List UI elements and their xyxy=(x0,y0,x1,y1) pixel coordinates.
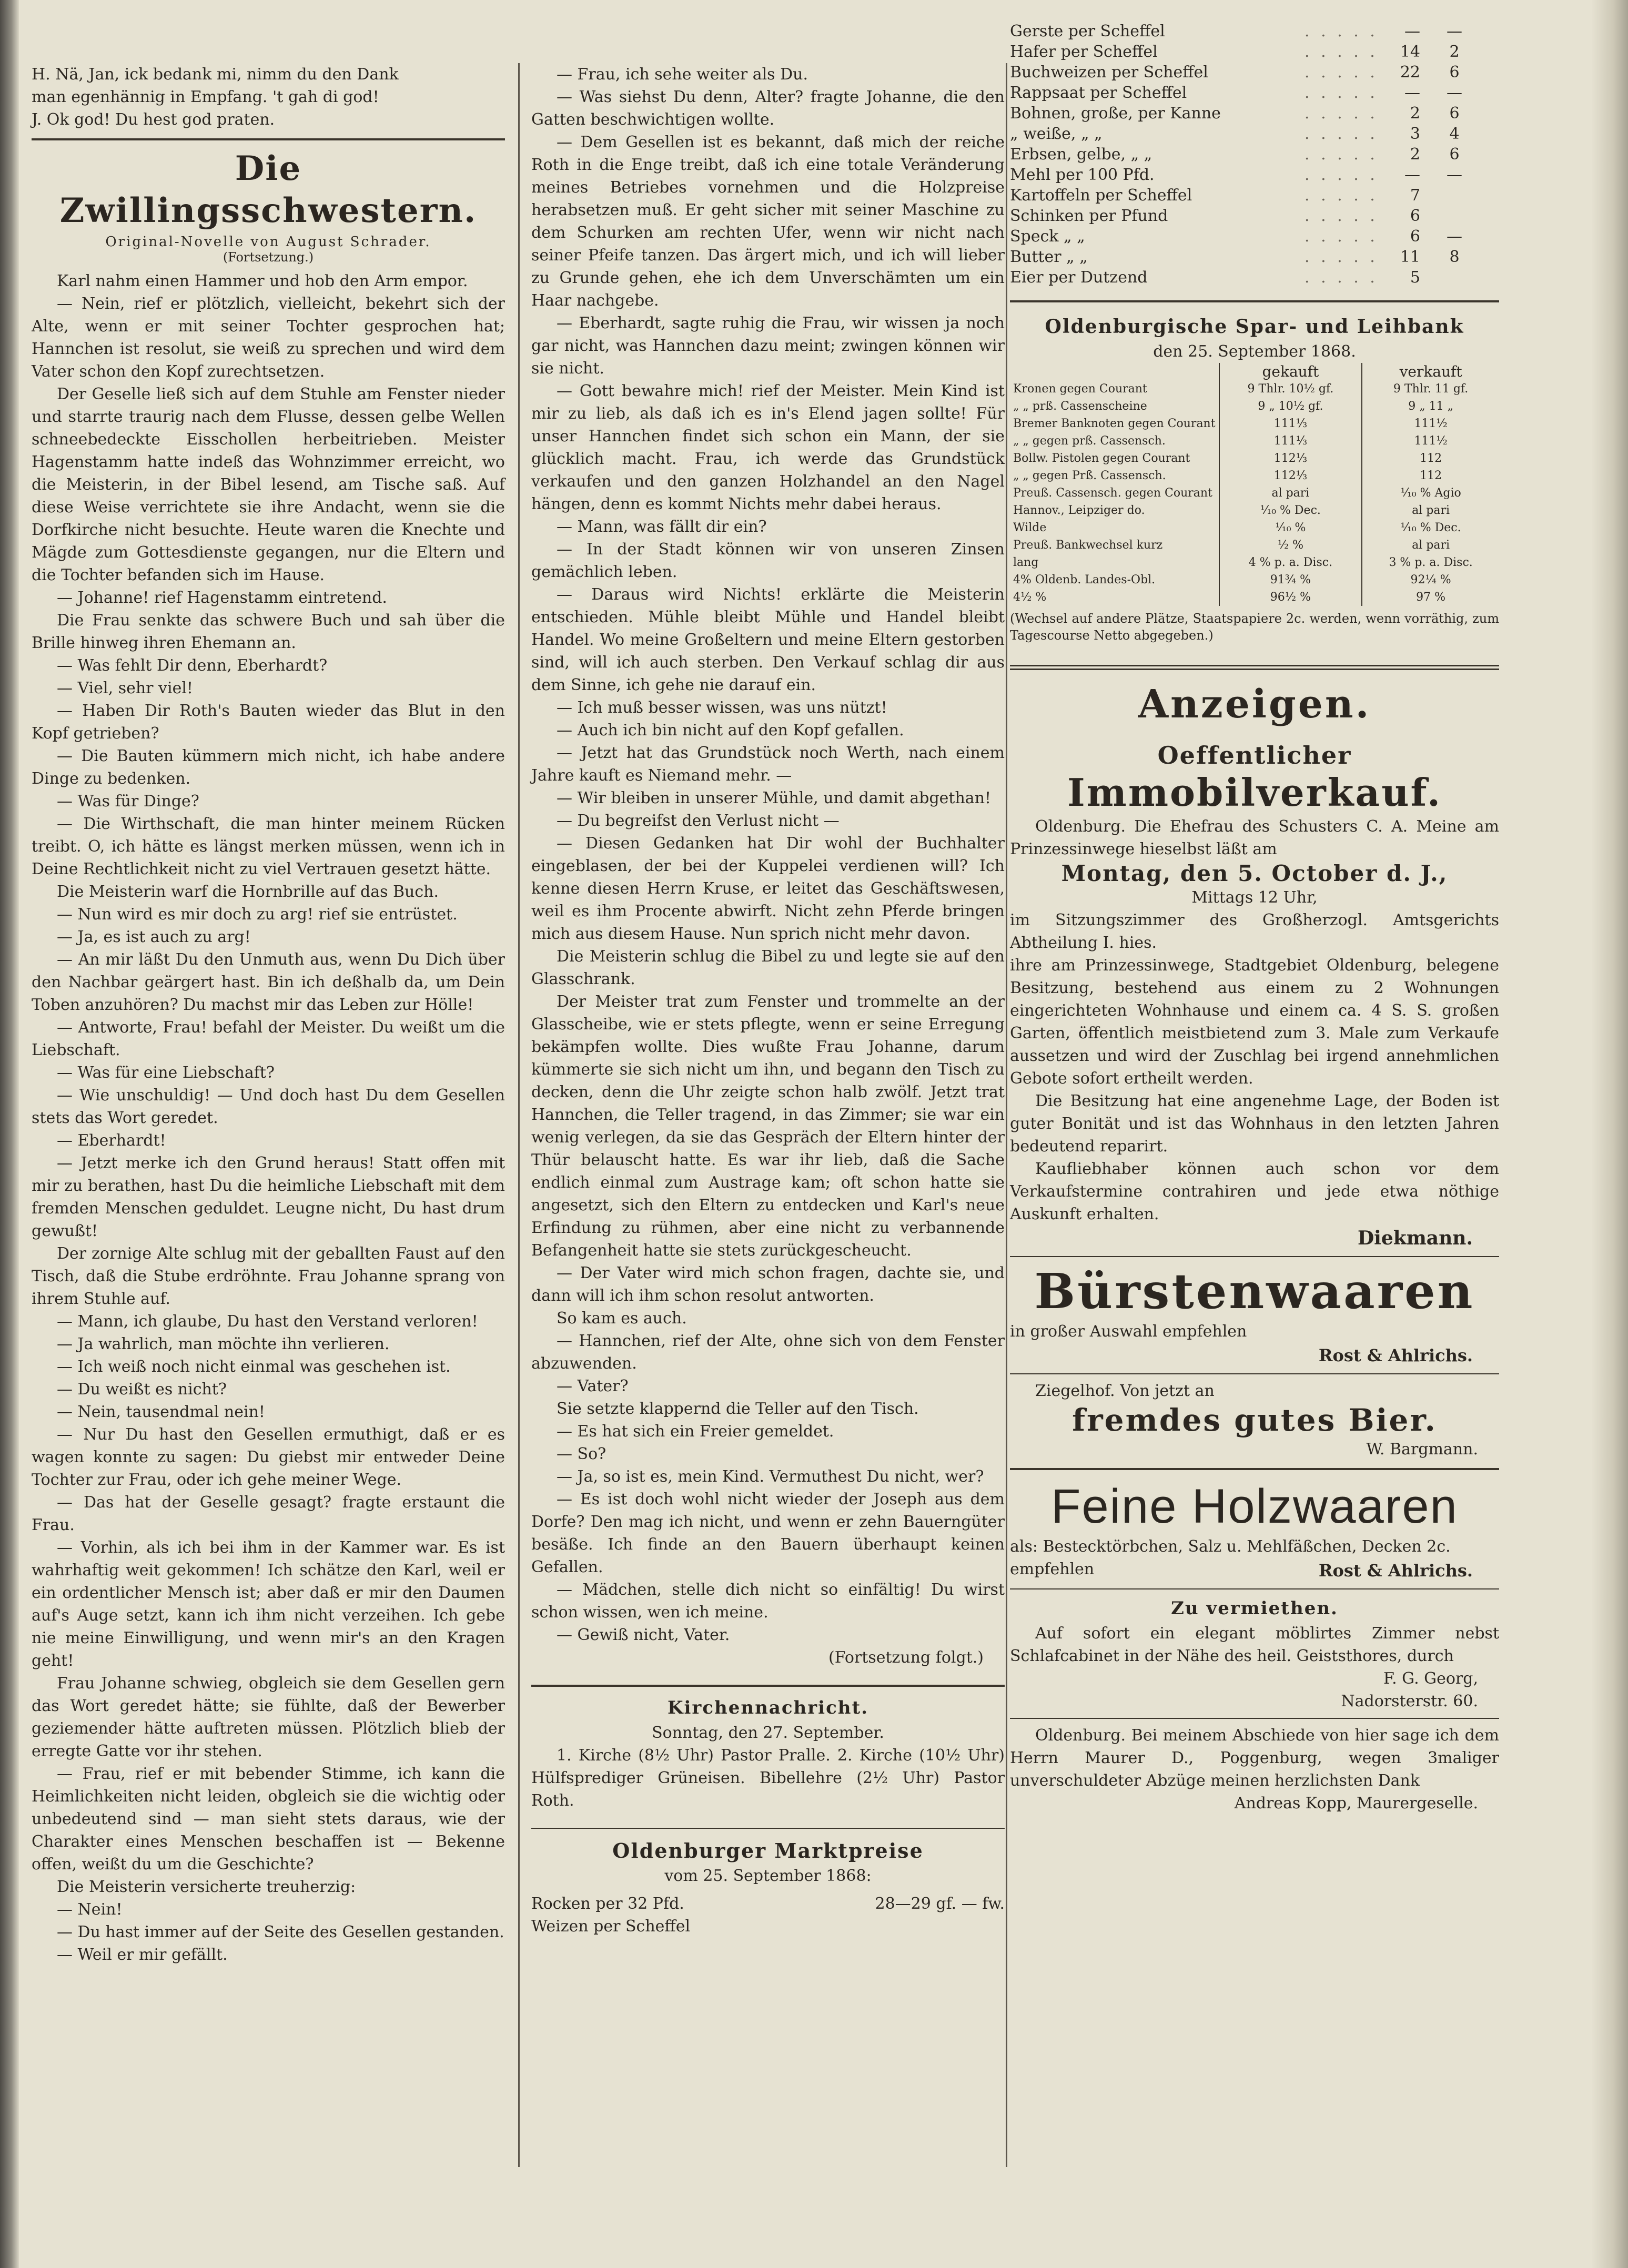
rent-text: Auf sofort ein elegant möblirtes Zimmer nebst Schlafcabinet in der Nähe des heil. Geiststhores, durch xyxy=(1010,1624,1499,1665)
story-paragraph: — Was fehlt Dir denn, Eberhardt? xyxy=(57,656,328,675)
price-item: Butter „ „ xyxy=(1010,248,1088,266)
price-groschen: 6 xyxy=(1410,207,1420,225)
divider xyxy=(1010,1373,1499,1374)
leader-dots: . . . . . xyxy=(1305,43,1378,61)
story-paragraph: Der Geselle ließ sich auf dem Stuhle am Fenster nieder und starrte traurig nach dem Flusse, dessen gelbe Wellen schneebedeckte Eisschollen herbeitrieben. Meister Hagenstamm hatte indeß das Wohnzimmer erreicht, wo die Meisterin, in der Bibel lesend, am Tische saß. Auf diese Weise verrichtete sie ihre Andacht, wenn sie die Dorfkirche nicht besuchte. Heute waren die Knechte und Mägde zum Gottesdienste gegangen, nur die Eltern und die Tochter befanden sich im Hause. xyxy=(32,385,505,584)
price-row xyxy=(1010,103,1478,124)
leader-dots: . . . . . xyxy=(1305,227,1378,246)
bank-buy: 91¾ % xyxy=(1219,571,1362,589)
bank-table xyxy=(1010,363,1499,606)
bank-row xyxy=(1010,484,1499,502)
story-paragraph: — Nur Du hast den Gesellen ermuthigt, daß er es wagen konnte zu sagen: Du giebst mir entweder Deine Tochter zur Frau, oder ich gehe meiner Wege. xyxy=(32,1425,505,1489)
story-subtitle: Original-Novelle von August Schrader. xyxy=(105,234,431,250)
bank-col-buy: gekauft xyxy=(1219,363,1362,380)
story-paragraph: — Viel, sehr viel! xyxy=(57,679,193,697)
story-paragraph: — Eberhardt! xyxy=(57,1131,166,1150)
immo-time: Mittags 12 Uhr, xyxy=(1191,888,1318,907)
price-item: Schinken per Pfund xyxy=(1010,207,1168,225)
bank-sell: 92¼ % xyxy=(1410,573,1451,586)
immo-date: Montag, den 5. October d. J., xyxy=(1061,860,1448,886)
leader-dots: . . . . . xyxy=(1305,84,1378,102)
price-groschen: 3 xyxy=(1410,125,1420,143)
price-row xyxy=(1010,267,1478,288)
story-paragraph: — Johanne! rief Hagenstamm eintretend. xyxy=(57,589,387,607)
column-1 xyxy=(32,63,505,1966)
story-paragraph: — Eberhardt, sagte ruhig die Frau, wir wissen ja noch gar nicht, was Hannchen dazu meint; zwingen können wir sie nicht. xyxy=(531,314,1005,378)
market-item: Rocken per 32 Pfd. xyxy=(531,1895,684,1913)
story-paragraph: Die Frau senkte das schwere Buch und sah über die Brille hinweg ihren Ehemann an. xyxy=(32,611,505,652)
story-paragraph: — Vater? xyxy=(557,1377,629,1395)
story-text-continued xyxy=(531,63,1005,1646)
bank-sell: al pari xyxy=(1412,504,1450,517)
story-paragraph: — Ich weiß noch nicht einmal was geschehen ist. xyxy=(57,1358,451,1376)
bank-label: Preuß. Cassensch. gegen Courant xyxy=(1010,484,1219,502)
bank-label: Preuß. Bankwechsel kurz xyxy=(1010,536,1219,554)
brush-heading: Bürstenwaaren xyxy=(1034,1263,1475,1320)
immo-heading-1: Oeffentlicher xyxy=(1157,741,1352,770)
wood-footer xyxy=(1010,1558,1499,1583)
bank-label: Wilde xyxy=(1010,519,1219,536)
bank-sell: ¹⁄₁₀ % Dec. xyxy=(1400,521,1461,534)
wood-signature: Rost & Ahlrichs. xyxy=(1318,1561,1473,1581)
price-row xyxy=(1010,144,1478,165)
story-paragraph: — Was für Dinge? xyxy=(57,792,199,811)
story-paragraph: — Daraus wird Nichts! erklärte die Meisterin entschieden. Mühle bleibt Mühle und Handel bleibt Handel. Wo meine Großeltern und meine Eltern gestorben sind, will ich auch sterben. Den Verkauf schlag dir aus dem Sinne, ich gehe nie darauf ein. xyxy=(531,585,1005,694)
price-schwaren: — xyxy=(1447,227,1462,246)
leader-dots: . . . . . xyxy=(1305,63,1378,82)
divider xyxy=(1010,1718,1499,1719)
market-price: 28—29 gf. — fw. xyxy=(875,1895,1005,1913)
column-3 xyxy=(1010,21,1499,1815)
intro-line: J. Ok god! Du hest god praten. xyxy=(32,110,275,129)
story-paragraph: — Es hat sich ein Freier gemeldet. xyxy=(557,1422,834,1441)
bank-row xyxy=(1010,536,1499,554)
story-paragraph: — Die Wirthschaft, die man hinter meinem Rücken treibt. O, ich hätte es längst merken müssen, wenn ich in Deine Rechtlichkeit nicht zu viel Vertrauen gesetzt hätte. xyxy=(32,815,505,878)
column-rule-1 xyxy=(518,63,520,2167)
wood-text: empfehlen xyxy=(1010,1560,1095,1578)
page-edge xyxy=(1591,0,1628,2268)
bank-label: 4% Oldenb. Landes-Obl. xyxy=(1010,571,1219,589)
story-paragraph: — Diesen Gedanken hat Dir wohl der Buchhalter eingeblasen, der bei der Kuppelei verdienen will? Ich kenne diesen Herrn Kruse, er leitet das Geschäftswesen, weil es ihm Procente abwirft. Nicht zehn Pferde bringen mich aus diesem Hause. Nun sprich nicht mehr davon. xyxy=(531,834,1005,943)
divider xyxy=(1010,1256,1499,1257)
story-paragraph: — Auch ich bin nicht auf den Kopf gefallen. xyxy=(557,721,904,740)
story-paragraph: — Mann, was fällt dir ein? xyxy=(557,518,767,536)
price-item: Buchweizen per Scheffel xyxy=(1010,63,1208,82)
bank-note: (Wechsel auf andere Plätze, Staatspapiere 2c. werden, wenn vorräthig, zum Tagescourse Netto abgegeben.) xyxy=(1010,611,1499,643)
beer-heading: fremdes gutes Bier. xyxy=(1072,1402,1437,1438)
price-row xyxy=(1010,83,1478,103)
price-item: Mehl per 100 Pfd. xyxy=(1010,166,1155,184)
market-row xyxy=(531,1892,1005,1915)
price-groschen: 7 xyxy=(1410,186,1420,205)
story-paragraph: — Der Vater wird mich schon fragen, dachte sie, und dann will ich ihm schon resolut antworten. xyxy=(531,1264,1005,1305)
story-paragraph: — Mädchen, stelle dich nicht so einfältig! Du wirst schon wissen, wen ich meine. xyxy=(531,1581,1005,1622)
bank-buy: al pari xyxy=(1219,484,1362,502)
bank-sell: 97 % xyxy=(1416,591,1446,604)
market-title: Oldenburger Marktpreise xyxy=(612,1839,924,1862)
bank-buy: 112⅓ xyxy=(1219,467,1362,484)
price-groschen: 14 xyxy=(1400,43,1420,61)
story-paragraph: — Du weißt es nicht? xyxy=(57,1380,227,1399)
story-paragraph: Frau Johanne schwieg, obgleich sie dem Gesellen gern das Wort geredet hätte; sie fühlte, daß der Bewerber geziemender hätte auftreten müssen. Plötzlich blieb der erregte Gatte vor ihr stehen. xyxy=(32,1674,505,1760)
market-item: Weizen per Scheffel xyxy=(531,1917,691,1936)
bank-label: „ „ gegen Prß. Cassensch. xyxy=(1010,467,1219,484)
price-item: Gerste per Scheffel xyxy=(1010,22,1165,40)
story-paragraph: Sie setzte klappernd die Teller auf den Tisch. xyxy=(557,1400,919,1418)
farewell-text: Oldenburg. Bei meinem Abschiede von hier sage ich dem Herrn Maurer D., Poggenburg, wegen 3maliger unverschuldeter Abzüge meinen herzlichsten Dank xyxy=(1010,1726,1499,1790)
story-paragraph: — Gott bewahre mich! rief der Meister. Mein Kind ist mir zu lieb, als daß ich es in's Elend jagen sollte! Für unser Hannchen findet sich schon ein Mann, der sie glücklich macht. Frau, ich werde das Grundstück verkaufen und den ganzen Holzhandel an den Nagel hängen, denn es kommt Nichts mehr dabei heraus. xyxy=(531,382,1005,513)
brush-text: in großer Auswahl empfehlen xyxy=(1010,1322,1247,1341)
intro-line: H. Nä, Jan, ick bedank mi, nimm du den Dank xyxy=(32,65,399,84)
story-paragraph: — Wie unschuldig! — Und doch hast Du dem Gesellen stets das Wort geredet. xyxy=(32,1086,505,1127)
bank-sell: 111½ xyxy=(1414,434,1448,448)
story-paragraph: — Es ist doch wohl nicht wieder der Joseph aus dem Dorfe? Den mag ich nicht, und wenn er zehn Bauerngüter besäße. Ich finde an den Bauern überhaupt keinen Gefallen. xyxy=(531,1490,1005,1576)
leader-dots: . . . . . xyxy=(1305,186,1378,205)
price-groschen: — xyxy=(1404,166,1420,184)
divider xyxy=(531,1685,1005,1687)
intro-line: man egenhännig in Empfang. 't gah di god! xyxy=(32,88,379,106)
bank-sell: 3 % p. a. Disc. xyxy=(1389,556,1473,569)
story-paragraph: — Frau, ich sehe weiter als Du. xyxy=(557,65,808,84)
story-paragraph: Karl nahm einen Hammer und hob den Arm empor. xyxy=(57,272,468,290)
price-schwaren xyxy=(1431,267,1478,288)
church-title: Kirchennachricht. xyxy=(667,1697,869,1718)
story-paragraph: — Jetzt hat das Grundstück noch Werth, nach einem Jahre kauft es Niemand mehr. — xyxy=(531,744,1005,785)
story-paragraph: — Ja, es ist auch zu arg! xyxy=(57,928,251,946)
divider xyxy=(531,1828,1005,1829)
divider xyxy=(32,138,505,140)
price-groschen: 22 xyxy=(1400,63,1420,82)
bank-row xyxy=(1010,519,1499,536)
price-schwaren: 6 xyxy=(1449,145,1460,164)
story-continued: (Fortsetzung.) xyxy=(223,250,314,265)
farewell-signature: Andreas Kopp, Maurergeselle. xyxy=(1234,1794,1478,1813)
story-text xyxy=(32,270,505,1966)
beer-text: Ziegelhof. Von jetzt an xyxy=(1035,1382,1215,1400)
divider xyxy=(1010,665,1499,670)
price-schwaren xyxy=(1431,206,1478,226)
bank-row xyxy=(1010,415,1499,432)
market-row xyxy=(531,1915,1005,1938)
bank-row xyxy=(1010,380,1499,398)
story-paragraph: — Wir bleiben in unserer Mühle, und damit abgethan! xyxy=(557,789,992,807)
story-paragraph: — Mann, ich glaube, Du hast den Verstand verloren! xyxy=(57,1312,478,1331)
bank-label: Hannov., Leipziger do. xyxy=(1010,502,1219,519)
rent-address: Nadorsterstr. 60. xyxy=(1341,1692,1478,1710)
story-paragraph: — Weil er mir gefällt. xyxy=(57,1946,228,1964)
leader-dots: . . . . . xyxy=(1305,248,1378,266)
price-groschen: — xyxy=(1404,22,1420,40)
story-title: Die Zwillingsschwestern. xyxy=(59,149,477,230)
bank-sell: 112 xyxy=(1420,469,1442,482)
bank-row xyxy=(1010,589,1499,606)
bank-sell: 112 xyxy=(1420,452,1442,465)
bank-row xyxy=(1010,432,1499,450)
story-paragraph: — Jetzt merke ich den Grund heraus! Statt offen mit mir zu berathen, hast Du die heimliche Liebschaft mit dem fremden Menschen geduldet. Leugne nicht, Du hast drum gewußt! xyxy=(32,1154,505,1240)
binding-edge xyxy=(0,0,19,2268)
market-date: vom 25. September 1868: xyxy=(664,1867,872,1885)
immo-text: Oldenburg. Die Ehefrau des Schusters C. A. Meine am Prinzessinwege hieselbst läßt am xyxy=(1010,817,1499,858)
wood-heading: Feine Holzwaaren xyxy=(1051,1480,1458,1533)
leader-dots: . . . . . xyxy=(1305,268,1378,287)
price-groschen: 2 xyxy=(1410,104,1420,123)
story-paragraph: — An mir läßt Du den Unmuth aus, wenn Du Dich über den Nachbar geärgert hast. Bin ich deßhalb da, um Dein Toben anzuhören? Du machst mir das Leben zur Hölle! xyxy=(32,950,505,1014)
price-schwaren: 4 xyxy=(1449,125,1460,143)
story-paragraph: — Nein, tausendmal nein! xyxy=(57,1403,265,1421)
price-item: Bohnen, große, per Kanne xyxy=(1010,104,1221,123)
price-row xyxy=(1010,124,1478,144)
bank-col-sell: verkauft xyxy=(1399,363,1462,380)
bank-buy: 96½ % xyxy=(1219,589,1362,606)
story-paragraph: — Haben Dir Roth's Bauten wieder das Blut in den Kopf getrieben? xyxy=(32,702,505,743)
bank-label: „ „ gegen prß. Cassensch. xyxy=(1010,432,1219,450)
bank-row xyxy=(1010,398,1499,415)
continued-note: (Fortsetzung folgt.) xyxy=(828,1648,984,1667)
column-rule-2 xyxy=(1006,63,1007,2167)
bank-label: Bollw. Pistolen gegen Courant xyxy=(1010,450,1219,467)
bank-buy: ¹⁄₁₀ % Dec. xyxy=(1219,502,1362,519)
leader-dots: . . . . . xyxy=(1305,104,1378,123)
price-item: Rappsaat per Scheffel xyxy=(1010,84,1187,102)
story-paragraph: — Ich muß besser wissen, was uns nützt! xyxy=(557,698,887,717)
story-paragraph: — So? xyxy=(557,1445,606,1463)
price-groschen: 11 xyxy=(1400,248,1420,266)
price-schwaren: 8 xyxy=(1449,248,1460,266)
bank-buy: 4 % p. a. Disc. xyxy=(1219,554,1362,571)
story-paragraph: — Was siehst Du denn, Alter? fragte Johanne, die den Gatten beschwichtigen wollte. xyxy=(531,88,1005,129)
ads-heading: Anzeigen. xyxy=(1138,682,1371,727)
price-item: „ weiße, „ „ xyxy=(1010,125,1103,143)
bank-date: den 25. September 1868. xyxy=(1153,342,1356,361)
story-paragraph: Die Meisterin schlug die Bibel zu und legte sie auf den Glasschrank. xyxy=(531,947,1005,988)
bank-buy: ½ % xyxy=(1219,536,1362,554)
story-paragraph: Der zornige Alte schlug mit der geballten Faust auf den Tisch, daß die Stube erdröhnte. Frau Johanne sprang von ihrem Stuhle auf. xyxy=(32,1244,505,1308)
story-paragraph: — Nun wird es mir doch zu arg! rief sie entrüstet. xyxy=(57,905,458,924)
bank-row xyxy=(1010,554,1499,571)
price-item: Eier per Dutzend xyxy=(1010,268,1148,287)
story-paragraph: — Ja, so ist es, mein Kind. Vermuthest Du nicht, wer? xyxy=(557,1467,984,1486)
price-schwaren: 6 xyxy=(1449,104,1460,123)
price-item: Speck „ „ xyxy=(1010,227,1085,246)
story-paragraph: — Ja wahrlich, man möchte ihn verlieren. xyxy=(57,1335,390,1353)
story-paragraph: Die Meisterin versicherte treuherzig: xyxy=(57,1878,356,1896)
price-groschen: — xyxy=(1404,84,1420,102)
bank-row xyxy=(1010,502,1499,519)
bank-buy: 9 „ 10½ gf. xyxy=(1219,398,1362,415)
bank-label: 4½ % xyxy=(1010,589,1219,606)
story-paragraph: So kam es auch. xyxy=(557,1309,687,1328)
story-paragraph: — Du begreifst den Verlust nicht — xyxy=(557,812,840,830)
price-item: Hafer per Scheffel xyxy=(1010,43,1158,61)
bank-buy: 111⅓ xyxy=(1219,415,1362,432)
bank-sell: 9 „ 11 „ xyxy=(1408,400,1453,413)
bank-sell: ¹⁄₁₀ % Agio xyxy=(1400,487,1461,500)
bank-col-label xyxy=(1010,363,1219,380)
price-groschen: 5 xyxy=(1410,268,1420,287)
bank-row xyxy=(1010,467,1499,484)
price-schwaren: 2 xyxy=(1449,43,1460,61)
story-paragraph: — Die Bauten kümmern mich nicht, ich habe andere Dinge zu bedenken. xyxy=(32,747,505,788)
story-paragraph: — Nein! xyxy=(57,1900,123,1919)
price-groschen: 2 xyxy=(1410,145,1420,164)
rent-heading: Zu vermiethen. xyxy=(1171,1598,1338,1619)
price-row xyxy=(1010,42,1478,62)
price-schwaren: — xyxy=(1447,22,1462,40)
price-groschen: 6 xyxy=(1410,227,1420,246)
bank-label: Kronen gegen Courant xyxy=(1010,380,1219,398)
church-text: 1. Kirche (8½ Uhr) Pastor Pralle. 2. Kirche (10½ Uhr) Hülfsprediger Grüneisen. Bibellehre (2½ Uhr) Pastor Roth. xyxy=(531,1746,1005,1810)
story-paragraph: — Dem Gesellen ist es bekannt, daß mich der reiche Roth in die Enge treibt, daß ich eine totale Veränderung meines Betriebes vornehmen und die Holzpreise herabsetzen muß. Er geht sicher mit seiner Maschine zu dem Schurken am rechten Ufer, wenn wir nicht nach seiner Pfeife tanzen. Das ärgert mich, und ich will lieber zu Grunde gehen, ehe ich dem Unverschämten um ein Haar nachgebe. xyxy=(531,133,1005,310)
divider xyxy=(1010,1468,1499,1470)
divider xyxy=(1010,300,1499,302)
beer-signature: W. Bargmann. xyxy=(1366,1440,1478,1459)
story-paragraph: Der Meister trat zum Fenster und trommelte an der Glasscheibe, wie er stets pflegte, wenn er seine Erregung bekämpfen wollte. Dies wußte Frau Johanne, darum kümmerte sie sich nicht um ihn, und begann den Tisch zu decken, denn die Uhr zeigte schon halb zwölf. Jetzt trat Hannchen, die Teller tragend, in das Zimmer; sie war ein wenig verlegen, da sie das Gespräch der Eltern hinter der Thür belauscht hatte. Es war ihr lieb, daß die Sache endlich einmal zum Austrage kam; oft schon hatte sie angesetzt, sich den Eltern zu entdecken und Karl's neue Erfindung zu rühmen, aber eine nicht zu verbannende Befangenheit hatte sie stets zurückgescheucht. xyxy=(531,993,1005,1260)
immo-text: Kaufliebhaber können auch schon vor dem Verkaufstermine contrahiren und jede etwa nöthige Auskunft erhalten. xyxy=(1010,1160,1499,1223)
divider xyxy=(1010,1588,1499,1589)
church-date: Sonntag, den 27. September. xyxy=(652,1724,884,1742)
story-paragraph: — Gewiß nicht, Vater. xyxy=(557,1626,730,1644)
immo-text: Die Besitzung hat eine angenehme Lage, der Boden ist guter Bonität und ist das Wohnhaus in den letzten Jahren bedeutend reparirt. xyxy=(1010,1092,1499,1156)
immo-heading-2: Immobilverkauf. xyxy=(1067,770,1442,815)
immo-signature: Diekmann. xyxy=(1357,1227,1473,1249)
bank-buy: ¹⁄₁₀ % xyxy=(1219,519,1362,536)
column-2 xyxy=(531,63,1005,1938)
bank-buy: 9 Thlr. 10½ gf. xyxy=(1219,380,1362,398)
price-schwaren: — xyxy=(1447,84,1462,102)
bank-buy: 111⅓ xyxy=(1219,432,1362,450)
price-row xyxy=(1010,185,1478,206)
price-row xyxy=(1010,62,1478,83)
bank-buy: 112⅓ xyxy=(1219,450,1362,467)
price-schwaren: — xyxy=(1447,166,1462,184)
rent-signature: F. G. Georg, xyxy=(1383,1669,1478,1688)
story-paragraph: — In der Stadt können wir von unseren Zinsen gemächlich leben. xyxy=(531,540,1005,581)
bank-row xyxy=(1010,450,1499,467)
price-row xyxy=(1010,226,1478,247)
story-paragraph: — Das hat der Geselle gesagt? fragte erstaunt die Frau. xyxy=(32,1493,505,1534)
bank-sell: 9 Thlr. 11 gf. xyxy=(1393,382,1469,396)
immo-text: ihre am Prinzessinwege, Stadtgebiet Oldenburg, belegene Besitzung, bestehend aus einem zu 2 Wohnungen eingerichteten Wohnhause und einem ca. 4 S. S. großen Garten, öffentlich meistbietend zum 3. Male zum Verkaufe aussetzen und wird der Zuschlag bei irgend annehmlichen Gebote sofort ertheilt werden. xyxy=(1010,956,1499,1088)
story-paragraph: — Antworte, Frau! befahl der Meister. Du weißt um die Liebschaft. xyxy=(32,1018,505,1059)
leader-dots: . . . . . xyxy=(1305,145,1378,164)
price-schwaren xyxy=(1431,185,1478,206)
story-paragraph: — Was für eine Liebschaft? xyxy=(57,1064,275,1082)
price-row xyxy=(1010,247,1478,267)
story-paragraph: — Du hast immer auf der Seite des Gesellen gestanden. xyxy=(57,1923,504,1941)
bank-sell: al pari xyxy=(1412,539,1450,552)
bank-label: lang xyxy=(1010,554,1219,571)
wood-text: als: Bestecktörbchen, Salz u. Mehlfäßchen, Decken 2c. xyxy=(1010,1537,1451,1556)
bank-title: Oldenburgische Spar- und Leihbank xyxy=(1045,316,1464,338)
immo-text: im Sitzungszimmer des Großherzogl. Amtsgerichts Abtheilung I. hies. xyxy=(1010,911,1499,952)
price-row xyxy=(1010,21,1478,42)
price-table xyxy=(1010,21,1478,288)
bank-label: Bremer Banknoten gegen Courant xyxy=(1010,415,1219,432)
brush-signature: Rost & Ahlrichs. xyxy=(1318,1345,1473,1365)
story-paragraph: — Nein, rief er plötzlich, vielleicht, bekehrt sich der Alte, wenn er mit seiner Tochter gesprochen hat; Hannchen ist resolut, sie weiß zu sprechen und wird dem Vater schon den Kopf zurechtsetzen. xyxy=(32,295,505,381)
price-row xyxy=(1010,206,1478,226)
bank-row xyxy=(1010,571,1499,589)
leader-dots: . . . . . xyxy=(1305,166,1378,184)
story-paragraph: — Vorhin, als ich bei ihm in der Kammer war. Es ist wahrhaftig weit gekommen! Ich schätze den Karl, weil er ein ordentlicher Mensch ist; aber daß er mir den Daumen auf's Auge setzt, kann ich ihm nicht verzeihen. Ich gebe nie meine Einwilligung, und wenn mir's an den Kragen geht! xyxy=(32,1538,505,1670)
leader-dots: . . . . . xyxy=(1305,207,1378,225)
bank-sell: 111½ xyxy=(1414,417,1448,430)
price-row xyxy=(1010,165,1478,185)
price-item: Erbsen, gelbe, „ „ xyxy=(1010,145,1152,164)
story-paragraph: — Hannchen, rief der Alte, ohne sich von dem Fenster abzuwenden. xyxy=(531,1332,1005,1373)
market-list xyxy=(531,1892,1005,1938)
leader-dots: . . . . . xyxy=(1305,22,1378,40)
bank-label: „ „ prß. Cassenscheine xyxy=(1010,398,1219,415)
price-item: Kartoffeln per Scheffel xyxy=(1010,186,1192,205)
price-schwaren: 6 xyxy=(1449,63,1460,82)
story-paragraph: Die Meisterin warf die Hornbrille auf das Buch. xyxy=(57,883,439,901)
story-paragraph: — Frau, rief er mit bebender Stimme, ich kann die Heimlichkeiten nicht leiden, obgleich sie die wichtig oder unbedeutend sind — man sieht stets daraus, wie der Charakter eines Menschen beschaffen ist — Bekenne offen, weißt du um die Geschichte? xyxy=(32,1765,505,1874)
leader-dots: . . . . . xyxy=(1305,125,1378,143)
